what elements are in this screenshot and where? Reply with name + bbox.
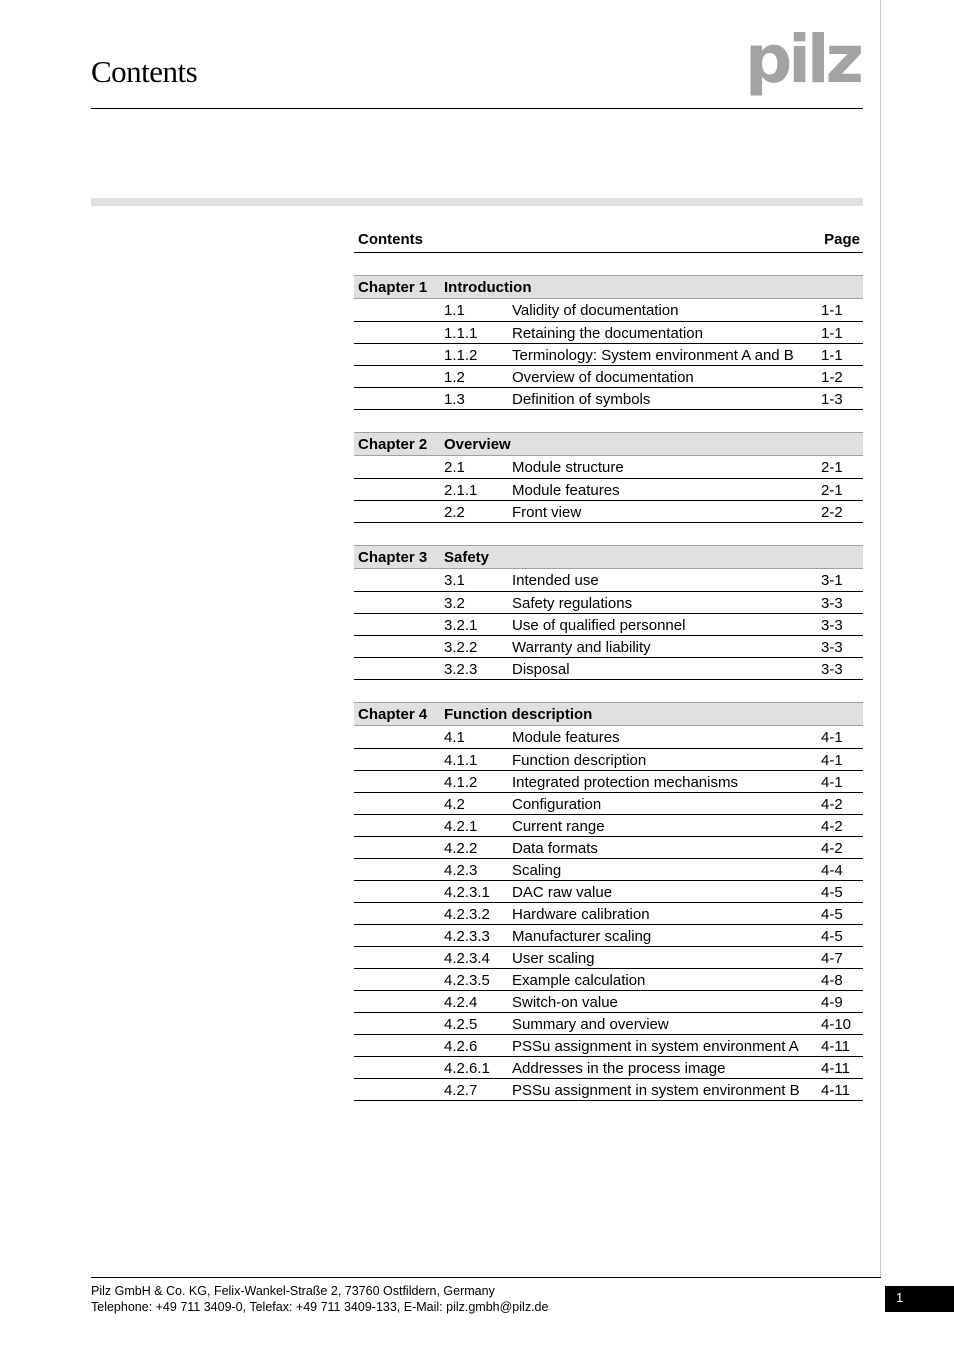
toc-entry[interactable] <box>354 748 863 770</box>
chapter-heading[interactable] <box>354 432 863 456</box>
table-of-contents <box>354 226 863 1101</box>
footer <box>91 1283 548 1315</box>
toc-entry[interactable] <box>354 387 863 409</box>
entry-title: Definition of symbols <box>512 391 651 408</box>
toc-entry[interactable] <box>354 968 863 990</box>
section-band <box>91 198 863 206</box>
entry-page: 4-1 <box>821 774 843 791</box>
entry-page: 2-2 <box>821 504 843 521</box>
toc-chapter <box>354 275 863 410</box>
entry-page: 4-7 <box>821 950 843 967</box>
entry-number: 4.2.6 <box>444 1038 478 1055</box>
entry-title: Safety regulations <box>512 595 633 612</box>
entry-number: 2.1 <box>444 459 465 476</box>
entry-page: 4-11 <box>821 1038 850 1055</box>
toc-entry[interactable] <box>354 946 863 968</box>
entry-number: 4.2.1 <box>444 818 478 835</box>
entry-number: 4.2.7 <box>444 1082 478 1099</box>
entry-title: Configuration <box>512 796 602 813</box>
footer-contact: Telephone: +49 711 3409-0, Telefax: +49 711 3409-133, E-Mail: pilz.gmbh@pilz.de <box>91 1300 549 1314</box>
entry-number: 3.2.2 <box>444 639 478 656</box>
entry-title: Data formats <box>512 840 598 857</box>
entry-page: 4-4 <box>821 862 843 879</box>
toc-entry[interactable] <box>354 836 863 858</box>
toc-chapter <box>354 432 863 523</box>
chapter-label: Chapter 2 <box>358 435 428 453</box>
chapter-title: Overview <box>444 435 511 453</box>
chapter-label: Chapter 4 <box>358 705 428 723</box>
toc-entry[interactable] <box>354 321 863 343</box>
entry-title: Manufacturer scaling <box>512 928 652 945</box>
entry-title: Integrated protection mechanisms <box>512 774 738 791</box>
entry-title: Use of qualified personnel <box>512 617 686 634</box>
entry-title: Disposal <box>512 661 570 678</box>
toc-entry[interactable] <box>354 792 863 814</box>
entry-title: Validity of documentation <box>512 302 679 319</box>
entry-title: Warranty and liability <box>512 639 651 656</box>
entry-title: Scaling <box>512 862 562 879</box>
toc-entry[interactable] <box>354 365 863 387</box>
entry-page: 1-2 <box>821 369 843 386</box>
entry-title: Module features <box>512 482 620 499</box>
toc-entry[interactable] <box>354 1056 863 1078</box>
entry-number: 3.2 <box>444 595 465 612</box>
toc-header <box>354 226 863 253</box>
chapter-label: Chapter 3 <box>358 548 428 566</box>
entry-page: 4-2 <box>821 818 843 835</box>
entry-page: 3-3 <box>821 617 843 634</box>
toc-entry[interactable] <box>354 990 863 1012</box>
entry-title: Terminology: System environment A and B <box>512 347 794 364</box>
toc-entry[interactable] <box>354 343 863 365</box>
entry-page: 4-8 <box>821 972 843 989</box>
entry-page: 3-3 <box>821 661 843 678</box>
right-margin-rule <box>880 0 881 1278</box>
entry-page: 4-1 <box>821 729 843 746</box>
entry-number: 4.2.3.3 <box>444 928 490 945</box>
entry-title: DAC raw value <box>512 884 613 901</box>
entry-page: 4-2 <box>821 840 843 857</box>
entry-page: 4-2 <box>821 796 843 813</box>
entry-page: 4-1 <box>821 752 843 769</box>
toc-entry[interactable] <box>354 880 863 902</box>
entry-title: Summary and overview <box>512 1016 669 1033</box>
entry-number: 4.2.6.1 <box>444 1060 490 1077</box>
entry-title: PSSu assignment in system environment B <box>512 1082 800 1099</box>
entry-page: 4-11 <box>821 1060 850 1077</box>
entry-title: Hardware calibration <box>512 906 650 923</box>
entry-page: 3-1 <box>821 572 843 589</box>
entry-page: 1-3 <box>821 391 843 408</box>
entry-number: 4.1 <box>444 729 465 746</box>
toc-entry[interactable] <box>354 613 863 635</box>
chapter-title: Introduction <box>444 278 532 296</box>
entry-title: Function description <box>512 752 647 769</box>
entry-page: 3-3 <box>821 595 843 612</box>
entry-title: User scaling <box>512 950 595 967</box>
entry-title: Addresses in the process image <box>512 1060 726 1077</box>
entry-title: Intended use <box>512 572 599 589</box>
toc-entry[interactable] <box>354 770 863 792</box>
entry-title: Overview of documentation <box>512 369 694 386</box>
chapter-heading[interactable] <box>354 702 863 726</box>
entry-number: 1.1.2 <box>444 347 478 364</box>
toc-entry[interactable] <box>354 299 863 321</box>
chapter-title: Function description <box>444 705 593 723</box>
toc-entry[interactable] <box>354 591 863 613</box>
entry-number: 1.2 <box>444 369 465 386</box>
toc-entry[interactable] <box>354 726 863 748</box>
toc-header-page: Page <box>824 230 860 248</box>
toc-header-title: Contents <box>358 230 423 248</box>
entry-number: 3.2.1 <box>444 617 478 634</box>
entry-title: Retaining the documentation <box>512 325 703 342</box>
page-number: 1 <box>885 1286 954 1312</box>
chapter-label: Chapter 1 <box>358 278 428 296</box>
toc-entry[interactable] <box>354 657 863 679</box>
entry-page: 4-5 <box>821 906 843 923</box>
entry-number: 4.1.2 <box>444 774 478 791</box>
entry-number: 4.2.3.5 <box>444 972 490 989</box>
toc-entry[interactable] <box>354 924 863 946</box>
entry-number: 2.1.1 <box>444 482 478 499</box>
entry-title: Module structure <box>512 459 624 476</box>
entry-number: 4.2.4 <box>444 994 478 1011</box>
entry-number: 4.1.1 <box>444 752 478 769</box>
entry-page: 1-1 <box>821 302 843 319</box>
entry-number: 2.2 <box>444 504 465 521</box>
chapter-heading[interactable] <box>354 545 863 569</box>
entry-page: 2-1 <box>821 482 843 499</box>
toc-entry[interactable] <box>354 1034 863 1056</box>
toc-entry[interactable] <box>354 456 863 478</box>
entry-page: 4-5 <box>821 928 843 945</box>
entry-title: Current range <box>512 818 605 835</box>
chapter-title: Safety <box>444 548 490 566</box>
toc-chapters <box>354 275 863 1101</box>
entry-number: 4.2.3.1 <box>444 884 490 901</box>
toc-entry[interactable] <box>354 814 863 836</box>
entry-page: 4-5 <box>821 884 843 901</box>
entry-number: 1.1 <box>444 302 465 319</box>
entry-number: 1.3 <box>444 391 465 408</box>
chapter-heading[interactable] <box>354 275 863 299</box>
entry-title: Switch-on value <box>512 994 618 1011</box>
entry-page: 3-3 <box>821 639 843 656</box>
pilz-logo: pilz <box>745 21 860 98</box>
footer-address: Pilz GmbH & Co. KG, Felix-Wankel-Straße 2, 73760 Ostfildern, Germany <box>91 1284 495 1298</box>
entry-title: Example calculation <box>512 972 646 989</box>
header-divider <box>91 108 863 109</box>
entry-number: 3.2.3 <box>444 661 478 678</box>
toc-chapter <box>354 702 863 1101</box>
entry-title: PSSu assignment in system environment A <box>512 1038 799 1055</box>
entry-title: Module features <box>512 729 620 746</box>
entry-number: 4.2.2 <box>444 840 478 857</box>
entry-title: Front view <box>512 504 582 521</box>
entry-page: 4-11 <box>821 1082 850 1099</box>
page-title: Contents <box>91 54 198 89</box>
entry-page: 1-1 <box>821 347 843 364</box>
toc-entry[interactable] <box>354 500 863 522</box>
entry-number: 3.1 <box>444 572 465 589</box>
entry-page: 1-1 <box>821 325 843 342</box>
entry-number: 4.2.3.4 <box>444 950 490 967</box>
footer-divider <box>91 1277 881 1278</box>
entry-number: 1.1.1 <box>444 325 478 342</box>
entry-page: 4-10 <box>821 1016 852 1033</box>
toc-entry[interactable] <box>354 635 863 657</box>
toc-entry[interactable] <box>354 478 863 500</box>
toc-entry[interactable] <box>354 858 863 880</box>
entry-page: 4-9 <box>821 994 843 1011</box>
entry-number: 4.2.3 <box>444 862 478 879</box>
toc-entry[interactable] <box>354 569 863 591</box>
entry-number: 4.2.5 <box>444 1016 478 1033</box>
toc-entry[interactable] <box>354 1078 863 1100</box>
toc-entry[interactable] <box>354 1012 863 1034</box>
entry-number: 4.2 <box>444 796 465 813</box>
entry-page: 2-1 <box>821 459 843 476</box>
toc-chapter <box>354 545 863 680</box>
entry-number: 4.2.3.2 <box>444 906 490 923</box>
toc-entry[interactable] <box>354 902 863 924</box>
